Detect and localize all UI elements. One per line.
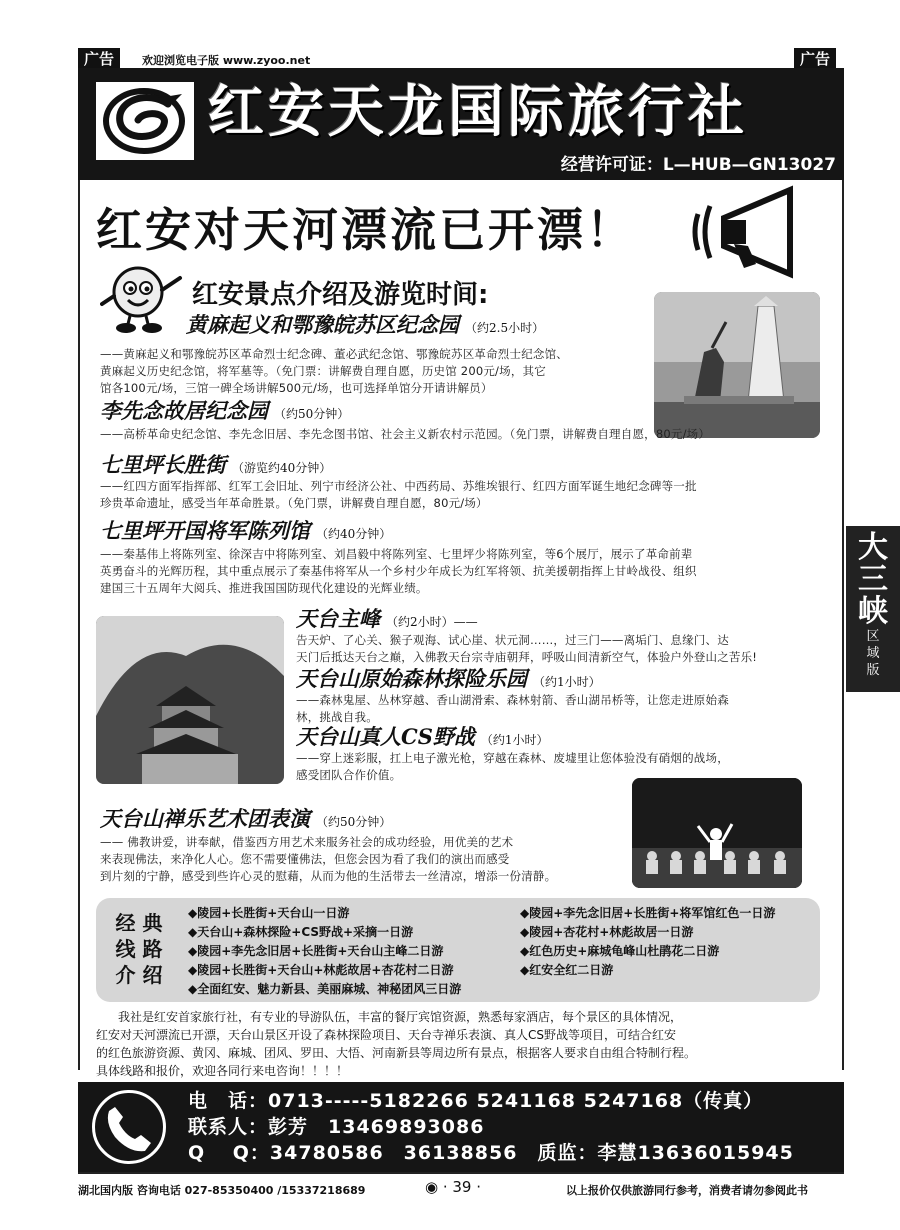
site-description: 告天炉、了心关、猴子观海、试心崖、状元洞……，过三门——离垢门、息缘门、达 天门后抵达天台之巅，入佛教天台宗寺庙朝拜，呼吸山间清新空气，体验户外登山之苦乐! [296, 633, 758, 664]
route-item: ◆陵园+杏花村+林彪故居一日游 [520, 925, 694, 939]
contact-person: 联系人：彭芳 13469893086 [188, 1116, 485, 1138]
mascot-icon [100, 262, 186, 336]
agency-introduction: 我社是红安首家旅行社，有专业的导游队伍，丰富的餐厅宾馆资源，熟悉每家酒店，每个景区的具体情况， 红安对天河漂流已开漂，天台山景区开设了森林探险项目、天台寺禅乐表演、真人CS野战等项目，可结合红安 的红色旅游资源、黄冈、麻城、团风、罗田、大悟、河南新县等周边所有景点，根据客人要求自由组合特制行程。 具体线路和报价，欢迎各同行来电咨询！！！！ [96, 1010, 697, 1078]
routes-list-right [520, 904, 820, 980]
site-title: 七里坪开国将军陈列馆 （约40分钟） [100, 518, 392, 543]
site-title: 黄麻起义和鄂豫皖苏区纪念园 （约2.5小时） [186, 312, 545, 337]
company-logo [96, 82, 194, 160]
website-banner: 欢迎浏览电子版 www.zyoo.net [142, 54, 311, 67]
page-emblem-icon: ◉ [424, 1178, 439, 1196]
route-item: ◆全面红安、魅力新县、美丽麻城、神秘团风三日游 [188, 982, 462, 996]
route-item: ◆陵园+长胜街+天台山一日游 [188, 906, 350, 920]
site-title: 天台山真人CS野战 （约1小时） [296, 724, 549, 749]
qq-numbers: Q Q：34780586 36138856 质监：李慧13636015945 [188, 1142, 794, 1164]
site-description: ——红四方面军指挥部、红军工会旧址、列宁市经济公社、中西药局、苏维埃银行、红四方面军诞生地纪念碑等一批 珍贵革命遗址，感受当年革命胜景。（免门票，讲解费自理自愿，80元/场） [100, 479, 697, 510]
site-title: 李先念故居纪念园 （约50分钟） [100, 398, 350, 423]
site-description: ——森林鬼屋、丛林穿越、香山湖滑索、森林射箭、香山湖吊桥等，让您走进原始森 林，挑战自我。 [296, 693, 729, 724]
route-item: ◆陵园+李先念旧居+长胜街+将军馆红色一日游 [520, 906, 776, 920]
site-description: ——秦基伟上将陈列室、徐深吉中将陈列室、刘昌毅中将陈列室、七里坪少将陈列室，等6个展厅，展示了革命前辈 英勇奋斗的光辉历程，其中重点展示了秦基伟将军从一个乡村少年成长为红军将领、抗美援朝指挥上甘岭战役、组织 建国三十五周年大阅兵、推进我国国防现代化建设的光辉业绩。 [100, 547, 697, 595]
license-number: 经营许可证：L—HUB—GN13027 [560, 155, 836, 175]
route-item: ◆红安全红二日游 [520, 963, 614, 977]
site-title: 七里坪长胜街 （游览约40分钟） [100, 452, 332, 477]
site-description: ——穿上迷彩服，扛上电子激光枪，穿越在森林、废墟里让您体验没有硝烟的战场， 感受团队合作价值。 [296, 751, 729, 782]
site-title: 天台山原始森林探险乐园 （约1小时） [296, 666, 601, 691]
company-name: 红安天龙国际旅行社 [208, 79, 748, 145]
route-item: ◆天台山+森林探险+CS野战+采摘一日游 [188, 925, 414, 939]
region-side-tab: 大 三 峡 区 域 版 [846, 526, 900, 692]
monument-photo [654, 292, 820, 438]
site-title: 天台山禅乐艺术团表演 （约50分钟） [100, 806, 392, 831]
site-title: 天台主峰 （约2小时）—— [296, 606, 478, 631]
route-item: ◆陵园+长胜街+天台山+林彪故居+杏花村二日游 [188, 963, 454, 977]
routes-label: 经 典 线 路 介 绍 [115, 911, 163, 987]
footer-left-text: 湖北国内版 咨询电话 027-85350400 /15337218689 [78, 1184, 366, 1197]
phone-icon [92, 1090, 166, 1164]
route-item: ◆陵园+李先念旧居+长胜街+天台山主峰二日游 [188, 944, 444, 958]
ad-tag-right: 广告 [794, 48, 836, 70]
page-headline: 红安对天河漂流已开漂！ [96, 203, 635, 257]
ad-tag-left: 广告 [78, 48, 120, 70]
footer-divider [78, 1172, 844, 1174]
phone-numbers: 电 话：0713-----5182266 5241168 5247168（传真） [188, 1090, 764, 1112]
section-subtitle: 红安景点介绍及游览时间: [192, 280, 489, 310]
site-description: ——黄麻起义和鄂豫皖苏区革命烈士纪念碑、董必武纪念馆、鄂豫皖苏区革命烈士纪念馆、 黄麻起义历史纪念馆，将军墓等。（免门票：讲解费自理自愿，历史馆 200元/场，其它 馆各100元/场，三馆一碑全场讲解500元/场，也可选择单馆分开请讲解员） [100, 347, 568, 395]
footer-disclaimer: 以上报价仅供旅游同行参考，消费者请勿参阅此书 [566, 1184, 808, 1197]
megaphone-icon [690, 184, 820, 280]
performance-photo [632, 778, 802, 888]
site-description: ——高桥革命史纪念馆、李先念旧居、李先念图书馆、社会主义新农村示范园。（免门票，讲解费自理自愿，80元/场） [100, 427, 711, 441]
page-number: ◉ · 39 · [424, 1178, 482, 1196]
route-item: ◆红色历史+麻城龟峰山杜鹃花二日游 [520, 944, 720, 958]
routes-list-left [188, 904, 518, 999]
temple-photo [96, 616, 284, 784]
site-description: —— 佛教讲爱，讲奉献，借鉴西方用艺术来服务社会的成功经验，用优美的艺术 来表现佛法，来净化人心。您不需要懂佛法，但您会因为看了我们的演出而感受 到片刻的宁静，感受到些许心灵的慰藉，从而为他的生活带去一丝清凉，增添一份清静。 [100, 835, 557, 883]
